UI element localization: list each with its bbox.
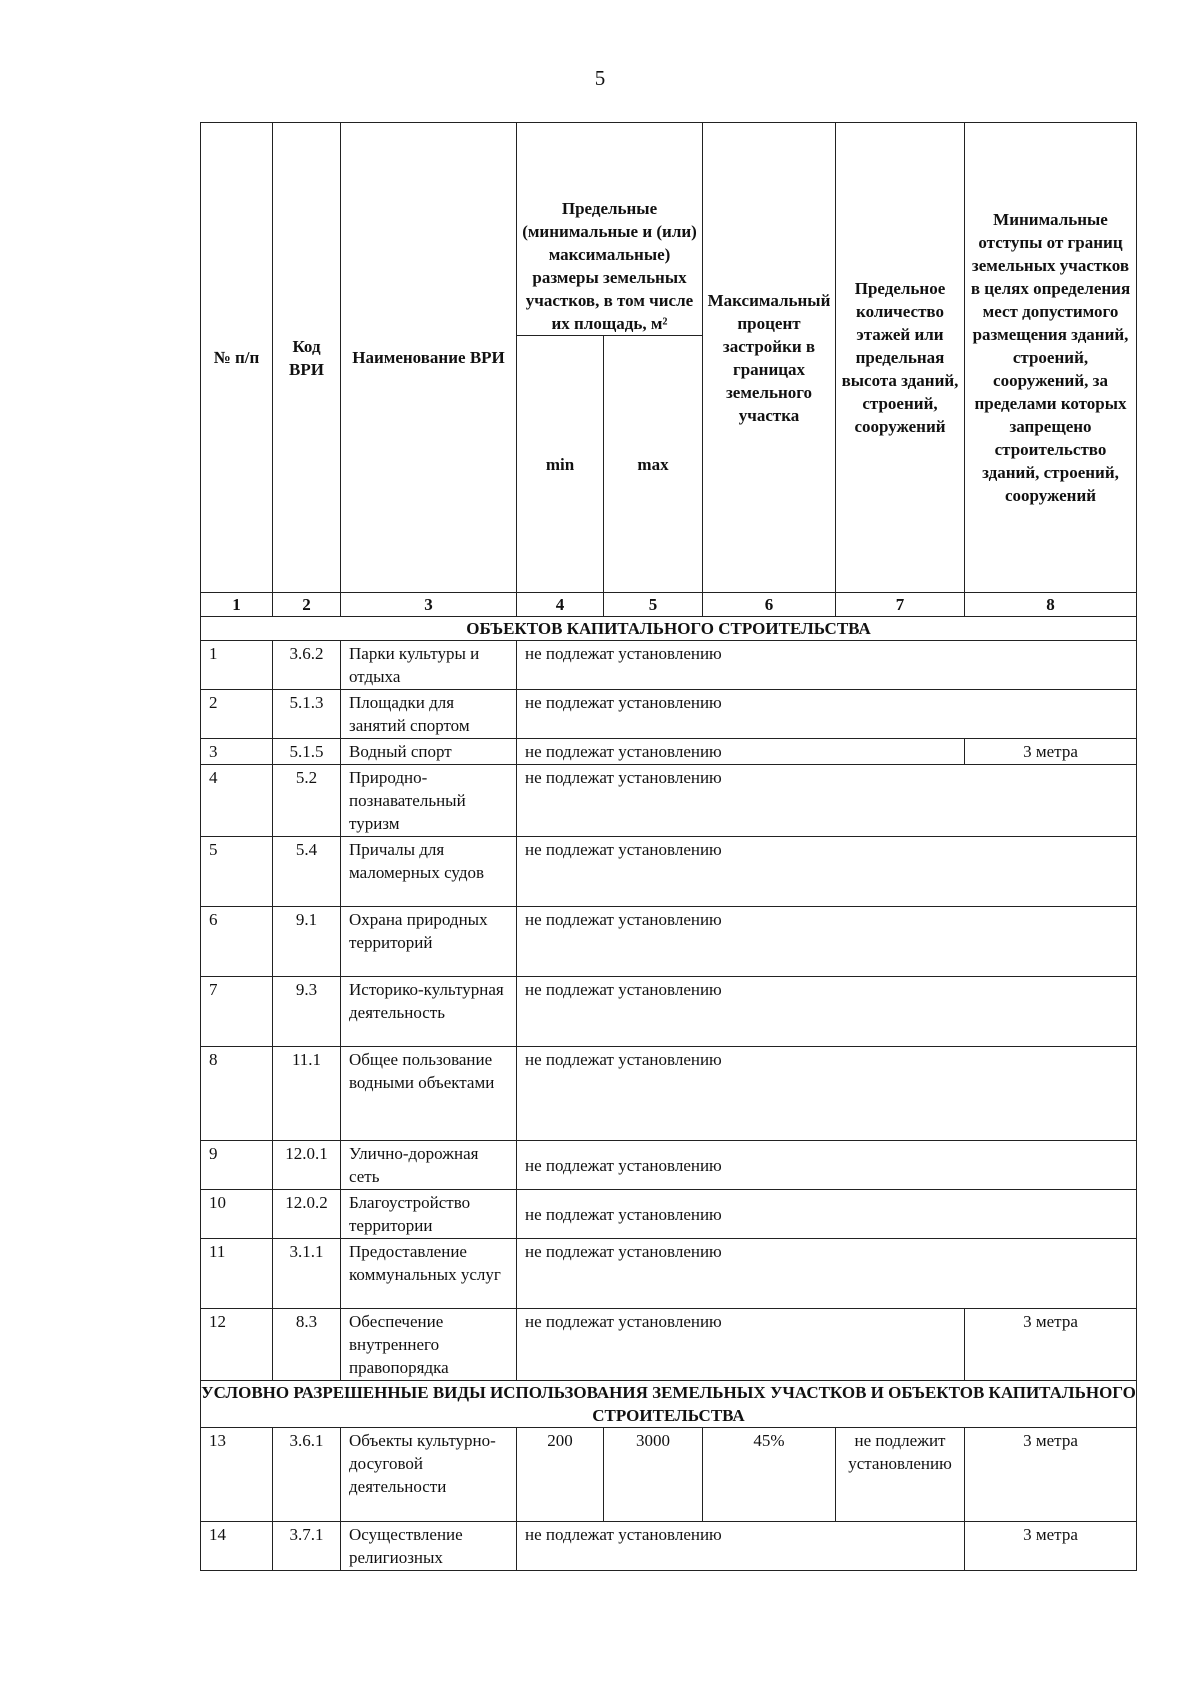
row-name: Причалы для маломерных судов [341, 837, 517, 907]
row-code: 12.0.2 [273, 1190, 341, 1239]
row-number: 13 [201, 1428, 273, 1522]
column-number: 1 [201, 593, 273, 617]
land-use-table [200, 122, 1137, 1571]
column-number: 6 [703, 593, 836, 617]
row-code: 9.3 [273, 977, 341, 1047]
table-row [201, 1309, 1137, 1381]
row-note: не подлежат установлению [517, 1047, 1137, 1141]
row-min-area: 200 [517, 1428, 604, 1522]
row-note: не подлежат установлению [517, 1522, 965, 1571]
column-number: 3 [341, 593, 517, 617]
table-row [201, 690, 1137, 739]
table-row [201, 977, 1137, 1047]
row-max-area: 3000 [604, 1428, 703, 1522]
row-name: Водный спорт [341, 739, 517, 765]
row-note: не подлежат установлению [517, 1141, 1137, 1190]
row-note: не подлежат установлению [517, 1239, 1137, 1309]
header-col-code: Код ВРИ [273, 123, 341, 593]
row-name: Осуществление религиозных [341, 1522, 517, 1571]
table-row [201, 837, 1137, 907]
row-number: 14 [201, 1522, 273, 1571]
row-number: 4 [201, 765, 273, 837]
header-col-name: Наименование ВРИ [341, 123, 517, 593]
table-row [201, 1141, 1137, 1190]
row-code: 3.7.1 [273, 1522, 341, 1571]
row-code: 11.1 [273, 1047, 341, 1141]
table-row [201, 1190, 1137, 1239]
column-number: 4 [517, 593, 604, 617]
row-note: не подлежат установлению [517, 977, 1137, 1047]
row-note: не подлежат установлению [517, 837, 1137, 907]
row-code: 5.1.5 [273, 739, 341, 765]
row-setback: 3 метра [965, 1428, 1137, 1522]
section-heading: ОБЪЕКТОВ КАПИТАЛЬНОГО СТРОИТЕЛЬСТВА [201, 617, 1137, 641]
row-max-percent: 45% [703, 1428, 836, 1522]
header-col-number: № п/п [201, 123, 273, 593]
header-col-max: max [604, 336, 703, 593]
row-code: 8.3 [273, 1309, 341, 1381]
row-name: Благоустройство территории [341, 1190, 517, 1239]
column-number-row [201, 593, 1137, 617]
row-name: Объекты культурно-досуговой деятельности [341, 1428, 517, 1522]
row-code: 3.6.2 [273, 641, 341, 690]
row-setback: 3 метра [965, 1309, 1137, 1381]
row-number: 10 [201, 1190, 273, 1239]
row-number: 7 [201, 977, 273, 1047]
row-setback: 3 метра [965, 739, 1137, 765]
row-number: 3 [201, 739, 273, 765]
row-name: Площадки для занятий спортом [341, 690, 517, 739]
header-col-max-percent: Максимальный процент застройки в границах земельного участка [703, 123, 836, 593]
table-row [201, 641, 1137, 690]
column-number: 2 [273, 593, 341, 617]
row-number: 8 [201, 1047, 273, 1141]
row-note: не подлежат установлению [517, 765, 1137, 837]
row-note: не подлежат установлению [517, 1190, 1137, 1239]
header-col-setback: Минимальные отступы от границ земельных участков в целях определения мест допустимого размещения зданий, строений, сооружений, за пределами которых запрещено строительство зданий, строений, сооружений [965, 123, 1137, 593]
row-number: 6 [201, 907, 273, 977]
row-code: 3.1.1 [273, 1239, 341, 1309]
row-code: 12.0.1 [273, 1141, 341, 1190]
header-col-plot-size: Предельные (минимальные и (или) максимальные) размеры земельных участков, в том числе их площадь, м² [517, 123, 703, 336]
table-row [201, 907, 1137, 977]
row-number: 9 [201, 1141, 273, 1190]
row-note: не подлежат установлению [517, 641, 1137, 690]
row-name: Охрана природных территорий [341, 907, 517, 977]
table-row [201, 739, 1137, 765]
row-note: не подлежат установлению [517, 690, 1137, 739]
row-note: не подлежат установлению [517, 739, 965, 765]
row-name: Предоставление коммунальных услуг [341, 1239, 517, 1309]
row-setback: 3 метра [965, 1522, 1137, 1571]
row-code: 3.6.1 [273, 1428, 341, 1522]
row-number: 1 [201, 641, 273, 690]
row-name: Общее пользование водными объектами [341, 1047, 517, 1141]
header-col-min: min [517, 336, 604, 593]
row-code: 5.2 [273, 765, 341, 837]
table-row [201, 1428, 1137, 1522]
row-name: Историко-культурная деятельность [341, 977, 517, 1047]
row-note: не подлежат установлению [517, 907, 1137, 977]
header-col-floors: Предельное количество этажей или предельная высота зданий, строений, сооружений [836, 123, 965, 593]
row-number: 5 [201, 837, 273, 907]
row-note: не подлежат установлению [517, 1309, 965, 1381]
row-name: Улично-дорожная сеть [341, 1141, 517, 1190]
row-floors: не подлежит установлению [836, 1428, 965, 1522]
row-name: Природно-познавательный туризм [341, 765, 517, 837]
table-row [201, 1522, 1137, 1571]
table-row [201, 1047, 1137, 1141]
row-name: Обеспечение внутреннего правопорядка [341, 1309, 517, 1381]
column-number: 5 [604, 593, 703, 617]
row-number: 11 [201, 1239, 273, 1309]
row-number: 12 [201, 1309, 273, 1381]
row-code: 9.1 [273, 907, 341, 977]
column-number: 8 [965, 593, 1137, 617]
row-code: 5.1.3 [273, 690, 341, 739]
section-heading: УСЛОВНО РАЗРЕШЕННЫЕ ВИДЫ ИСПОЛЬЗОВАНИЯ ЗЕМЕЛЬНЫХ УЧАСТКОВ И ОБЪЕКТОВ КАПИТАЛЬНОГО СТРОИТЕЛЬСТВА [201, 1381, 1137, 1428]
column-number: 7 [836, 593, 965, 617]
row-name: Парки культуры и отдыха [341, 641, 517, 690]
table-row [201, 765, 1137, 837]
table-row [201, 1239, 1137, 1309]
row-number: 2 [201, 690, 273, 739]
row-code: 5.4 [273, 837, 341, 907]
page-number: 5 [594, 66, 606, 90]
